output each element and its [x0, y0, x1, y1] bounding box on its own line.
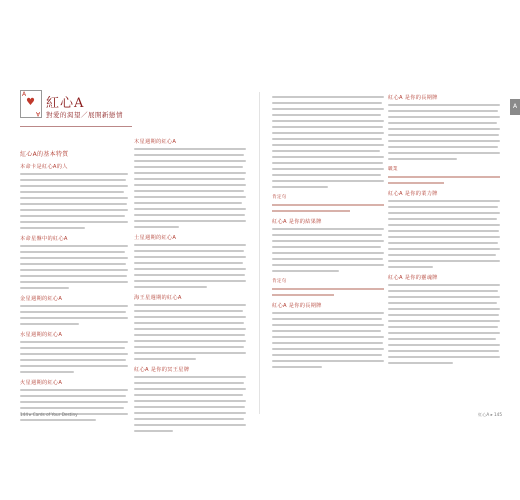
body-text [20, 303, 128, 327]
left-column-1 [20, 150, 128, 423]
subsection-heading: 紅心A 是你的靈魂牌 [388, 275, 438, 281]
body-text [388, 198, 500, 270]
subsection-heading: 木星週期的紅心A [134, 139, 177, 145]
body-text [272, 310, 384, 370]
subsection-heading: 紅心A 是你的冥王星牌 [134, 367, 190, 373]
subsection-heading: 本命卡是紅心A的人 [20, 164, 68, 170]
body-text [134, 242, 246, 290]
subsection-heading: 火星週期的紅心A [20, 380, 63, 386]
chapter-header [20, 90, 132, 144]
body-text [20, 387, 128, 423]
body-text [20, 243, 128, 291]
body-text [272, 94, 384, 190]
subsection-heading: 紅心A 是你的長期牌 [272, 303, 322, 309]
section-heading: 紅心A的基本特質 [20, 151, 69, 158]
body-text [134, 146, 246, 230]
body-text [134, 374, 246, 434]
body-text [134, 302, 246, 362]
affirmation-label: 肯定句 [272, 279, 287, 284]
footer-right: 紅心A ▸ 145 [478, 412, 502, 417]
subsection-heading: 紅心A 是你的結果牌 [272, 219, 322, 225]
subsection-heading: 紅心A 是你的長期牌 [388, 95, 438, 101]
right-column-2 [388, 94, 500, 366]
body-text [388, 102, 500, 162]
chapter-tab: A [510, 99, 520, 115]
subsection-heading: 金星週期的紅心A [20, 296, 63, 302]
subsection-heading: 海王星週期的紅心A [134, 295, 182, 301]
chapter-subtitle: 對愛的渴望／展開新戀情 [46, 111, 123, 119]
body-text [20, 171, 128, 231]
left-column-2 [134, 138, 246, 434]
body-text [20, 339, 128, 375]
heart-suit-icon: ♥ [26, 97, 35, 108]
header-rule [20, 126, 132, 127]
career-label: 職業 [388, 167, 398, 172]
card-rank-top: A [22, 91, 27, 98]
playing-card-icon [20, 90, 42, 118]
footer-left: 144 ▸ Cards of Your Destiny [20, 412, 78, 417]
career-text [388, 174, 500, 186]
subsection-heading: 本命星盤中的紅心A [20, 236, 68, 242]
subsection-heading: 土星週期的紅心A [134, 235, 177, 241]
subsection-heading: 紅心A 是你的業力牌 [388, 191, 438, 197]
page-gutter [259, 92, 260, 414]
card-rank-bottom: A [35, 110, 40, 117]
affirmation-text [272, 202, 384, 214]
right-column-1 [272, 94, 384, 370]
body-text [388, 282, 500, 366]
affirmation-text [272, 286, 384, 298]
body-text [272, 226, 384, 274]
chapter-title: 紅心A [46, 96, 85, 111]
subsection-heading: 水星週期的紅心A [20, 332, 63, 338]
affirmation-label: 肯定句 [272, 195, 287, 200]
